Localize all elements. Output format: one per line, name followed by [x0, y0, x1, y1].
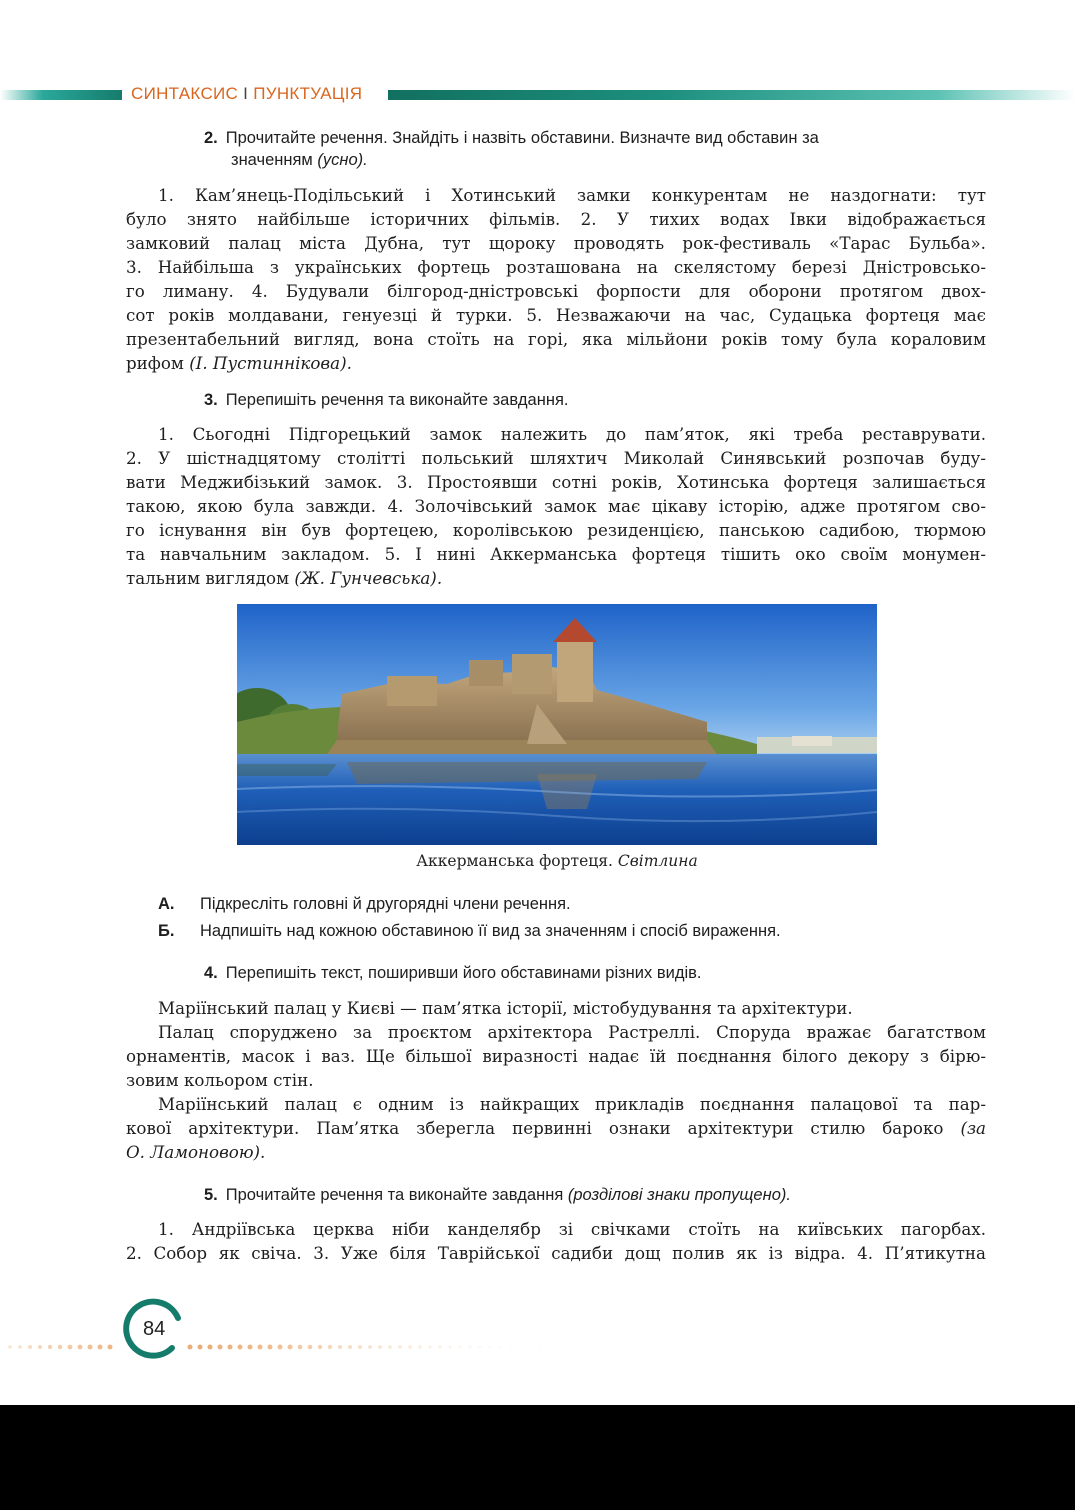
section-title-part2: ПУНКТУАЦІЯ — [253, 84, 363, 103]
text-line: замковий палац міста Дубна, тут щороку проводять рок-фестиваль «Тарас Бульба». — [126, 233, 986, 253]
task-2-line2 — [204, 149, 964, 171]
text-line: презентабельний вигляд, вона стоїть на горі, яка мільйони років тому була кораловим — [126, 329, 986, 349]
task-2-line2-text: значенням — [231, 151, 313, 169]
task-number: 5. — [204, 1186, 218, 1204]
task-5-text: Прочитайте речення та виконайте завдання — [225, 1186, 564, 1204]
text-line: го лиману. 4. Будували білгород-дністровські форпости для оборони протягом двох- — [126, 281, 986, 301]
photo-caption — [237, 852, 877, 870]
text-line: 1. Андріївська церква ніби канделябр зі свічками стоїть на київських пагорбах. — [158, 1219, 986, 1239]
task-2-heading — [204, 127, 964, 171]
subtask-text: Надпишіть над кожною обставиною її вид за значенням і спосіб вираження. — [200, 922, 781, 940]
task-2-text — [126, 183, 986, 375]
caption-text: Аккерманська фортеця. — [416, 852, 613, 870]
text-line: го існування він був фортецею, королівською резиденцією, панською садибою, тюрмою — [126, 520, 986, 540]
author-citation: (І. Пустиннікова). — [189, 353, 352, 373]
text-line: 3. Найбільша з українських фортець розташована на скелястому березі Дністровсько- — [126, 257, 986, 277]
task-2-line1: Прочитайте речення. Знайдіть і назвіть обставини. Визначте вид обставин за — [225, 129, 819, 147]
text-line-last — [126, 351, 986, 375]
task-4-text-block — [126, 996, 986, 1164]
task-5-text-block — [126, 1217, 986, 1265]
text-line: Маріїнський палац є одним із найкращих прикладів поєднання палацової та пар- — [158, 1094, 986, 1114]
subtask-letter: Б. — [158, 922, 175, 940]
text-line: було знято найбільше історичних фільмів. 2. У тихих водах Івки відображається — [126, 209, 986, 229]
author-citation: (Ж. Гунчевська). — [294, 568, 443, 588]
text-line: зовим кольором стін. — [126, 1070, 314, 1090]
task-4-heading — [204, 962, 964, 984]
caption-italic: Світлина — [617, 852, 698, 870]
task-3-heading — [204, 389, 964, 411]
fortress-illustration — [237, 604, 877, 845]
text-line: 2. Собор як свіча. 3. Уже біля Таврійської садиби дощ полив як із відра. 4. П’ятикутна — [126, 1243, 986, 1263]
text-line: орнаментів, масок і ваз. Ще більшої виразності надає їй поєднання білого декору з бірю- — [126, 1046, 986, 1066]
text-line: такою, якою була завжди. 4. Золочівський замок має цікаву історію, адже протягом сво- — [126, 496, 986, 516]
text-line: вати Меджибізький замок. 3. Простоявши сотні років, Хотинська фортеця залишається — [126, 472, 986, 492]
task-3-text: Перепишіть речення та виконайте завдання. — [225, 391, 569, 409]
fortress-photo — [237, 604, 877, 845]
text-line: та навчальним закладом. 5. І нині Аккерманська фортеця тішить око своїм монумен- — [126, 544, 986, 564]
text-line — [126, 1116, 986, 1140]
section-title-separator: І — [243, 84, 249, 103]
text-line: 1. Кам’янець-Подільський і Хотинський замки конкурентам не наздогнати: тут — [158, 185, 986, 205]
header-band-right — [388, 90, 1075, 100]
task-5-italic: (розділові знаки пропущено). — [567, 1186, 791, 1204]
task-number: 4. — [204, 964, 218, 982]
header-band-left — [0, 90, 122, 100]
text-fragment: тальним виглядом — [126, 568, 290, 588]
text-line: 2. У шістнадцятому столітті польський шляхтич Миколай Синявський розпочав буду- — [126, 448, 986, 468]
task-number: 3. — [204, 391, 218, 409]
black-bottom-area — [0, 1405, 1075, 1510]
task-3-text-block — [126, 422, 986, 590]
text-line: Палац споруджено за проєктом архітектора Растреллі. Споруда вражає багатством — [158, 1022, 986, 1042]
section-title — [131, 84, 362, 104]
section-title-part1: СИНТАКСИС — [131, 84, 239, 103]
task-number: 2. — [204, 129, 218, 147]
text-line: Маріїнський палац у Києві — пам’ятка історії, містобудування та архітектури. — [158, 998, 853, 1018]
text-line: 1. Сьогодні Підгорецький замок належить до пам’яток, які треба реставрувати. — [158, 424, 986, 444]
author-citation: О. Ламоновою). — [126, 1142, 266, 1162]
subtask-b — [158, 920, 781, 942]
subtask-a — [158, 893, 571, 915]
page-number: 84 — [143, 1318, 166, 1340]
text-fragment: рифом — [126, 353, 184, 373]
task-4-text: Перепишіть текст, поширивши його обставинами різних видів. — [225, 964, 702, 982]
footer-dots — [0, 1341, 560, 1353]
subtask-text: Підкресліть головні й другорядні члени речення. — [200, 895, 571, 913]
text-line-last — [126, 566, 986, 590]
task-2-line2-italic: (усно). — [317, 151, 368, 169]
subtask-letter: А. — [158, 895, 175, 913]
text-fragment: кової архітектури. Пам’ятка зберегла первинні ознаки архітектури стилю бароко — [126, 1118, 944, 1138]
text-line: сот років молдавани, генуезці й турки. 5. Незважаючи на час, Судацька фортеця має — [126, 305, 986, 325]
author-citation-start: (за — [960, 1118, 986, 1138]
task-5-heading — [204, 1184, 964, 1206]
